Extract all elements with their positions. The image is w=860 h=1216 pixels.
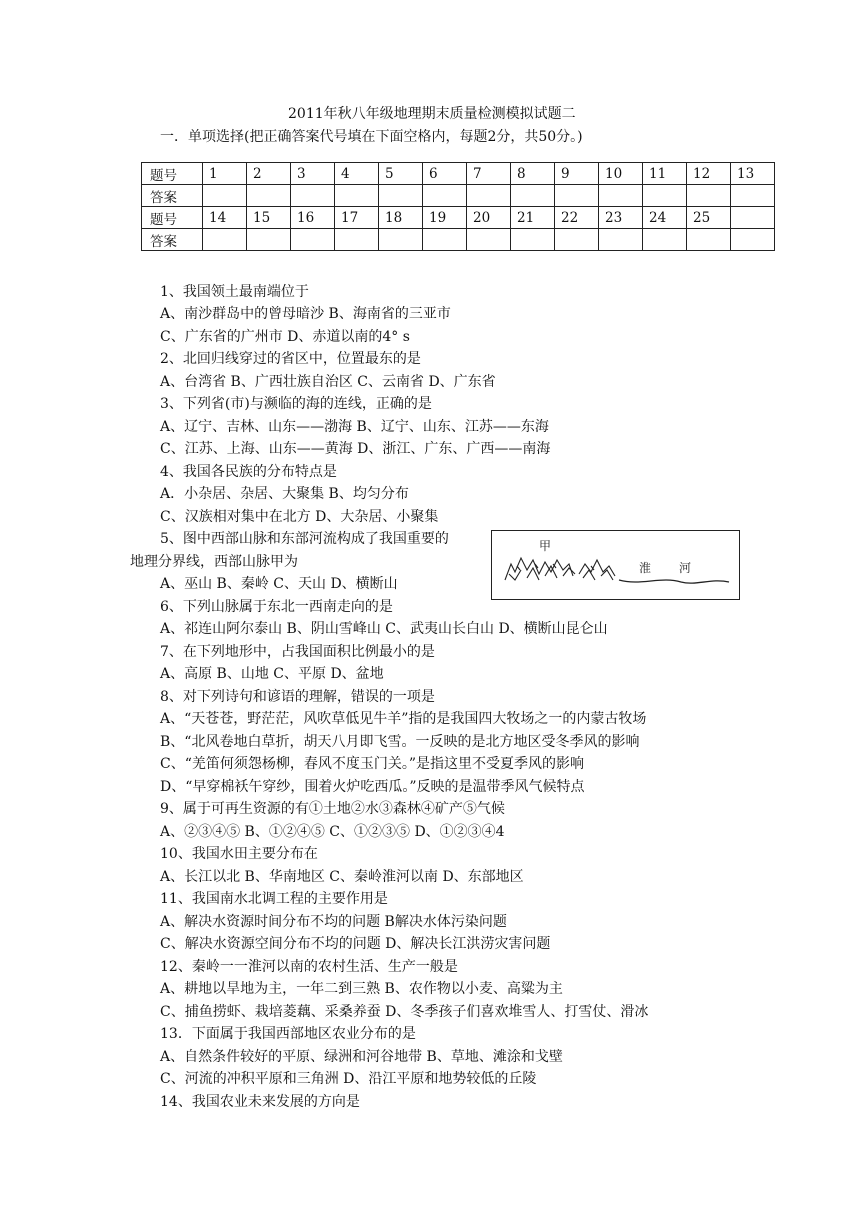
label-jia: 甲 xyxy=(539,539,552,553)
answer-cell[interactable] xyxy=(203,185,247,207)
option-line: C、“羌笛何须怨杨柳，春风不度玉门关。”是指这里不受夏季风的影响 xyxy=(160,756,585,772)
answer-cell[interactable] xyxy=(467,229,511,251)
section-instruction: 一．单项选择(把正确答案代号填在下面空格内，每题2分，共50分。) xyxy=(160,129,583,145)
option-line: C、江苏、上海、山东——黄海 D、浙江、广东、广西——南海 xyxy=(160,441,551,457)
answer-cell[interactable] xyxy=(643,185,687,207)
question-line: 14、我国农业未来发展的方向是 xyxy=(160,1094,360,1110)
table-row-numbers-1 xyxy=(142,163,775,185)
label-huai: 淮 xyxy=(639,561,652,575)
table-cell: 21 xyxy=(511,207,555,229)
answer-cell[interactable] xyxy=(555,185,599,207)
table-cell: 23 xyxy=(599,207,643,229)
question-line: 1、我国领土最南端位于 xyxy=(160,284,309,300)
table-cell: 4 xyxy=(335,163,379,185)
option-line: A、“天苍苍，野茫茫，风吹草低见牛羊”指的是我国四大牧场之一的内蒙古牧场 xyxy=(160,711,647,727)
table-cell: 25 xyxy=(687,207,731,229)
table-cell: 24 xyxy=(643,207,687,229)
table-cell: 10 xyxy=(599,163,643,185)
question-line: 2、北回归线穿过的省区中，位置最东的是 xyxy=(160,351,421,367)
answer-cell[interactable] xyxy=(335,185,379,207)
table-cell: 19 xyxy=(423,207,467,229)
table-row-answers-1 xyxy=(142,185,775,207)
answer-cell[interactable] xyxy=(379,229,423,251)
option-line: C、汉族相对集中在北方 D、大杂居、小聚集 xyxy=(160,509,439,525)
answer-cell[interactable] xyxy=(379,185,423,207)
answer-cell[interactable] xyxy=(555,229,599,251)
answer-cell[interactable] xyxy=(511,185,555,207)
table-header-cell: 题号 xyxy=(142,207,203,229)
question-line: 5、图中西部山脉和东部河流构成了我国重要的 xyxy=(160,531,449,547)
question-line: 3、下列省(市)与濒临的海的连线，正确的是 xyxy=(160,396,432,412)
option-line: A、长江以北 B、华南地区 C、秦岭淮河以南 D、东部地区 xyxy=(160,869,524,885)
question-line: 6、下列山脉属于东北一西南走向的是 xyxy=(160,599,393,615)
answer-cell[interactable] xyxy=(599,185,643,207)
option-line: C、捕鱼捞虾、栽培菱藕、采桑养蚕 D、冬季孩子们喜欢堆雪人、打雪仗、滑冰 xyxy=(160,1004,649,1020)
answer-cell[interactable] xyxy=(599,229,643,251)
answer-cell[interactable] xyxy=(731,229,775,251)
table-cell: 14 xyxy=(203,207,247,229)
question-line: 8、对下列诗句和谚语的理解，错误的一项是 xyxy=(160,689,435,705)
table-cell: 6 xyxy=(423,163,467,185)
answer-cell[interactable] xyxy=(203,229,247,251)
table-cell: 20 xyxy=(467,207,511,229)
question-line: 12、秦岭一一淮河以南的农村生活、生产一般是 xyxy=(160,959,458,975)
document-title: 2011年秋八年级地理期末质量检测模拟试题二 xyxy=(288,106,576,122)
option-line: A、高原 B、山地 C、平原 D、盆地 xyxy=(160,666,384,682)
option-line: C、解决水资源空间分布不均的问题 D、解决长江洪涝灾害问题 xyxy=(160,936,551,952)
answer-cell[interactable] xyxy=(247,185,291,207)
option-line: A、祁连山阿尔泰山 B、阴山雪峰山 C、武夷山长白山 D、横断山昆仑山 xyxy=(160,621,608,637)
question-line: 地理分界线，西部山脉甲为 xyxy=(130,554,298,570)
table-cell: 12 xyxy=(687,163,731,185)
table-header-cell: 答案 xyxy=(142,185,203,207)
answer-cell[interactable] xyxy=(467,185,511,207)
option-line: A、南沙群岛中的曾母暗沙 B、海南省的三亚市 xyxy=(160,306,451,322)
table-cell: 17 xyxy=(335,207,379,229)
qinling-huaihe-figure xyxy=(491,530,740,600)
figure-frame xyxy=(492,531,740,600)
table-cell: 18 xyxy=(379,207,423,229)
answer-cell[interactable] xyxy=(291,185,335,207)
table-cell: 3 xyxy=(291,163,335,185)
answer-cell[interactable] xyxy=(731,185,775,207)
answer-cell[interactable] xyxy=(291,229,335,251)
option-line: A、②③④⑤ B、①②④⑤ C、①②③⑤ D、①②③④4 xyxy=(160,824,505,840)
question-line: 10、我国水田主要分布在 xyxy=(160,846,318,862)
option-line: A、解决水资源时间分布不均的问题 B解决水体污染问题 xyxy=(160,914,507,930)
option-line: A、辽宁、吉林、山东——渤海 B、辽宁、山东、江苏——东海 xyxy=(160,419,549,435)
answer-cell[interactable] xyxy=(511,229,555,251)
table-cell: 22 xyxy=(555,207,599,229)
answer-cell[interactable] xyxy=(335,229,379,251)
option-line: D、“早穿棉袄午穿纱，围着火炉吃西瓜。”反映的是温带季风气候特点 xyxy=(160,779,585,795)
label-he: 河 xyxy=(679,561,692,575)
answer-cell[interactable] xyxy=(687,229,731,251)
table-cell: 7 xyxy=(467,163,511,185)
answer-cell[interactable] xyxy=(247,229,291,251)
table-cell: 9 xyxy=(555,163,599,185)
table-cell: 11 xyxy=(643,163,687,185)
question-line: 4、我国各民族的分布特点是 xyxy=(160,464,337,480)
table-cell xyxy=(731,207,775,229)
table-cell: 5 xyxy=(379,163,423,185)
table-row-answers-2 xyxy=(142,229,775,251)
option-line: B、“北风卷地白草折，胡天八月即飞雪。一反映的是北方地区受冬季风的影响 xyxy=(160,734,640,750)
table-row-numbers-2 xyxy=(142,207,775,229)
option-line: A、耕地以旱地为主，一年二到三熟 B、农作物以小麦、高粱为主 xyxy=(160,981,563,997)
answer-cell[interactable] xyxy=(423,185,467,207)
table-header-cell: 答案 xyxy=(142,229,203,251)
answer-cell[interactable] xyxy=(643,229,687,251)
question-line: 11、我国南水北调工程的主要作用是 xyxy=(160,891,388,907)
table-cell: 15 xyxy=(247,207,291,229)
table-cell: 8 xyxy=(511,163,555,185)
option-line: C、河流的冲积平原和三角洲 D、沿江平原和地势较低的丘陵 xyxy=(160,1071,537,1087)
table-cell: 13 xyxy=(731,163,775,185)
table-cell: 2 xyxy=(247,163,291,185)
question-line: 13．下面属于我国西部地区农业分布的是 xyxy=(160,1026,416,1042)
table-cell: 1 xyxy=(203,163,247,185)
answer-cell[interactable] xyxy=(423,229,467,251)
option-line: A．小杂居、杂居、大聚集 B、均匀分布 xyxy=(160,486,409,502)
option-line: C、广东省的广州市 D、赤道以南的4° s xyxy=(160,329,410,345)
question-line: 9、属于可再生资源的有①土地②水③森林④矿产⑤气候 xyxy=(160,801,505,817)
answer-cell[interactable] xyxy=(687,185,731,207)
table-cell: 16 xyxy=(291,207,335,229)
option-line: A、巫山 B、秦岭 C、天山 D、横断山 xyxy=(160,576,398,592)
table-header-cell: 题号 xyxy=(142,163,203,185)
option-line: A、自然条件较好的平原、绿洲和河谷地带 B、草地、滩涂和戈壁 xyxy=(160,1049,563,1065)
question-line: 7、在下列地形中，占我国面积比例最小的是 xyxy=(160,644,435,660)
answer-table xyxy=(141,162,775,251)
option-line: A、台湾省 B、广西壮族自治区 C、云南省 D、广东省 xyxy=(160,374,496,390)
